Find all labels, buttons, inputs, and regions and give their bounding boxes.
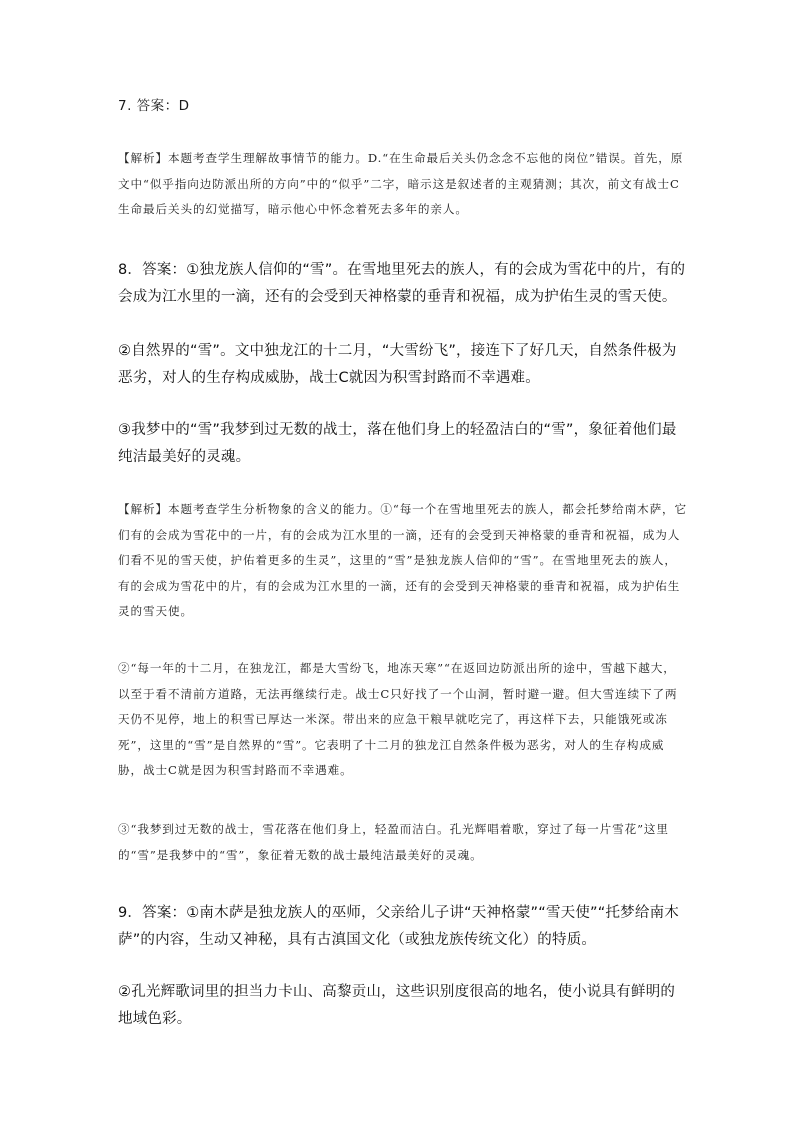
q8-analysis-2: ②“每一年的十二月，在独龙江，都是大雪纷飞，地冻天寒”“在返回边防派出所的途中，雪越下越大，以至于看不清前方道路，无法再继续行走。战士C只好找了一个山洞，暂时避一避。但大雪连续下了两天仍不见停，地上的积雪已厚达一米深。带出来的应急干粮早就吃完了，再这样下去，只能饿死或冻死”，这里的“雪”是自然界的“雪”。它表明了十二月的独龙江自然条件极为恶劣，对人的生存构成威胁，战士C就是因为积雪封路而不幸遇难。: [118, 661, 678, 777]
q7-analysis: 【解析】本题考查学生理解故事情节的能力。D.“在生命最后关头仍念念不忘他的岗位”错误。首先，原文中“似乎指向边防派出所的方向”中的“似乎”二字，暗示这是叙述者的主观猜测；其次，前文有战士C生命最后关头的幻觉描写，暗示他心中怀念着死去多年的亲人。: [118, 151, 684, 216]
q8-analysis-3: ③“我梦到过无数的战士，雪花落在他们身上，轻盈而洁白。孔光辉唱着歌，穿过了每一片雪花”这里的“雪”是我梦中的“雪”，象征着无数的战士最纯洁最美好的灵魂。: [118, 822, 669, 862]
q8-answer-2: ②自然界的“雪”。文中独龙江的十二月，“大雪纷飞”，接连下了好几天，自然条件极为恶劣，对人的生存构成威胁，战士C就因为积雪封路而不幸遇难。: [118, 343, 677, 386]
q8-answer-1: 8．答案：①独龙族人信仰的“雪”。在雪地里死去的族人，有的会成为雪花中的片，有的会成为江水里的一滴，还有的会受到天神格蒙的垂青和祝福，成为护佑生灵的雪天使。: [118, 262, 686, 305]
q9-answer-1: 9．答案：①南木萨是独龙族人的巫师，父亲给儿子讲“天神格蒙”“雪天使”“托梦给南木萨”的内容，生动又神秘，具有古滇国文化（或独龙族传统文化）的特质。: [118, 905, 679, 948]
q7-answer: 7. 答案：D: [118, 98, 190, 114]
q8-answer-3: ③我梦中的“雪”我梦到过无数的战士，落在他们身上的轻盈洁白的“雪”，象征着他们最纯洁最美好的灵魂。: [118, 422, 677, 465]
q9-answer-2: ②孔光辉歌词里的担当力卡山、高黎贡山，这些识别度很高的地名，使小说具有鲜明的地域色彩。: [118, 984, 676, 1027]
q8-analysis-1: 【解析】本题考查学生分析物象的含义的能力。①“每一个在雪地里死去的族人，都会托梦给南木萨，它们有的会成为雪花中的一片，有的会成为江水里的一滴，还有的会受到天神格蒙的垂青和祝福，成为人们看不见的雪天使，护佑着更多的生灵”，这里的“雪”是独龙族人信仰的“雪”。在雪地里死去的族人，有的会成为雪花中的片，有的会成为江水里的一滴，还有的会受到天神格蒙的垂青和祝福，成为护佑生灵的雪天使。: [118, 502, 688, 618]
